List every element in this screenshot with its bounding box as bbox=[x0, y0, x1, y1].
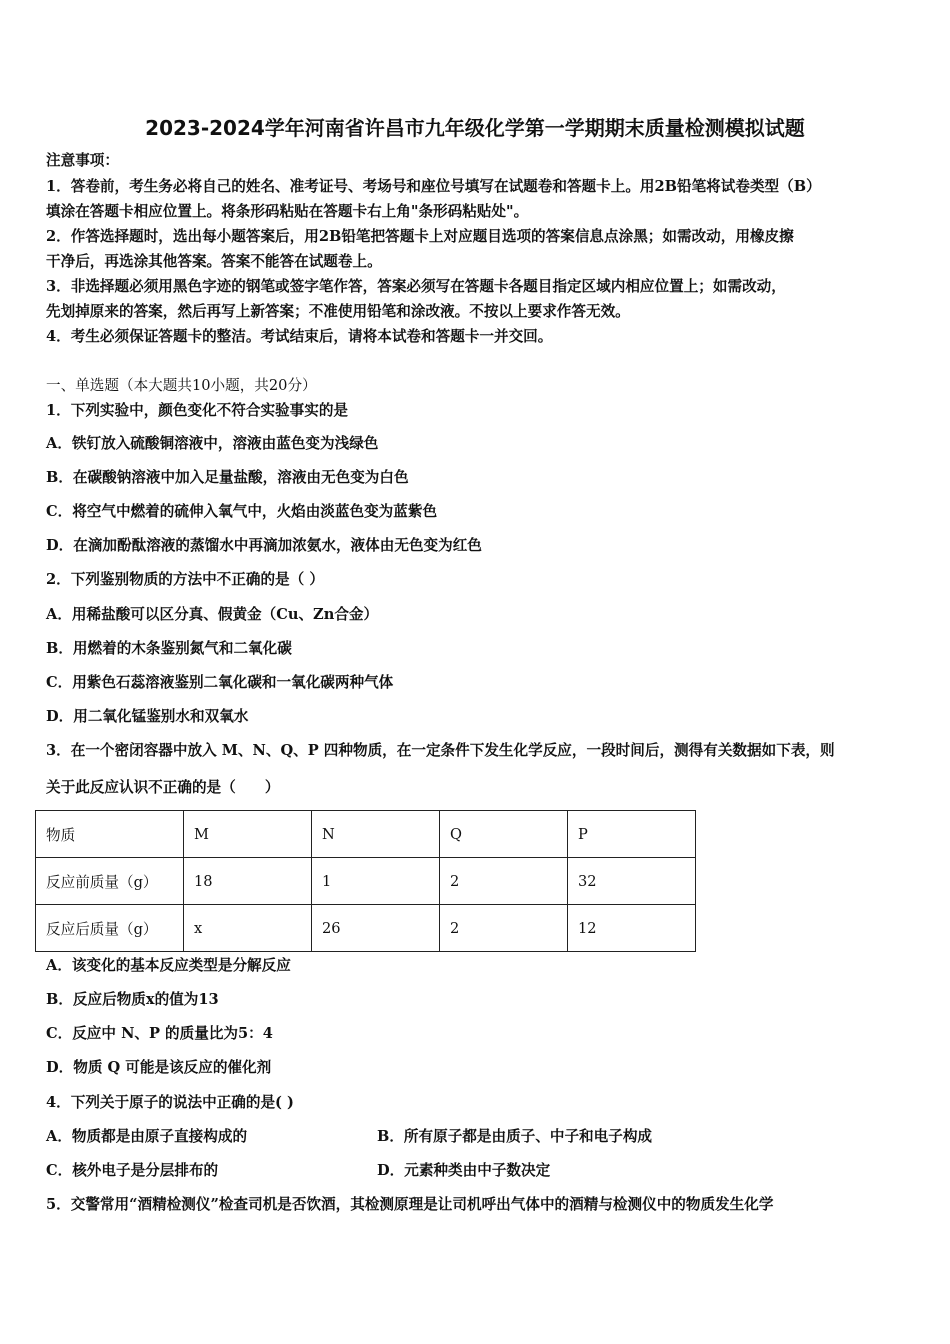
q3-option-d: D．物质 Q 可能是该反应的催化剂 bbox=[46, 1059, 272, 1076]
q2-option-d: D．用二氧化锰鉴别水和双氧水 bbox=[46, 708, 249, 725]
notice-line: 3．非选择题必须用黑色字迹的钢笔或签字笔作答，答案必须写在答题卡各题目指定区域内相应位置上；如需改动， bbox=[46, 278, 786, 295]
table-cell: P bbox=[568, 811, 696, 858]
q1-option-d: D．在滴加酚酞溶液的蒸馏水中再滴加浓氨水，液体由无色变为红色 bbox=[46, 537, 482, 554]
table-cell: M bbox=[184, 811, 312, 858]
q2-option-a: A．用稀盐酸可以区分真、假黄金（Cu、Zn合金） bbox=[46, 606, 379, 623]
notice-line: 填涂在答题卡相应位置上。将条形码粘贴在答题卡右上角"条形码粘贴处"。 bbox=[46, 203, 529, 220]
q1-option-c: C．将空气中燃着的硫伸入氧气中，火焰由淡蓝色变为蓝紫色 bbox=[46, 503, 438, 520]
page-title: 2023-2024学年河南省许昌市九年级化学第一学期期末质量检测模拟试题 bbox=[145, 116, 805, 140]
table-cell: 2 bbox=[440, 858, 568, 905]
notice-line: 2．作答选择题时，选出每小题答案后，用2B铅笔把答题卡上对应题目选项的答案信息点涂黑；如需改动，用橡皮擦 bbox=[46, 228, 794, 245]
table-cell: 反应后质量（g） bbox=[36, 905, 184, 952]
q4-stem: 4．下列关于原子的说法中正确的是( ) bbox=[46, 1094, 294, 1111]
notice-line: 干净后，再选涂其他答案。答案不能答在试题卷上。 bbox=[46, 253, 382, 270]
q4-option-b: B．所有原子都是由质子、中子和电子构成 bbox=[377, 1128, 653, 1145]
table-cell: 18 bbox=[184, 858, 312, 905]
q1-option-a: A．铁钉放入硫酸铜溶液中，溶液由蓝色变为浅绿色 bbox=[46, 435, 379, 452]
table-cell: 反应前质量（g） bbox=[36, 858, 184, 905]
notice-line: 4．考生必须保证答题卡的整洁。考试结束后，请将本试卷和答题卡一并交回。 bbox=[46, 328, 553, 345]
table-cell: x bbox=[184, 905, 312, 952]
table-cell: 2 bbox=[440, 905, 568, 952]
q5-stem: 5．交警常用“酒精检测仪”检查司机是否饮酒，其检测原理是让司机呼出气体中的酒精与检测仪中的物质发生化学 bbox=[46, 1196, 774, 1213]
q3-option-b: B．反应后物质x的值为13 bbox=[46, 991, 219, 1008]
q1-option-b: B．在碳酸钠溶液中加入足量盐酸，溶液由无色变为白色 bbox=[46, 469, 409, 486]
q4-option-d: D．元素种类由中子数决定 bbox=[377, 1162, 551, 1179]
section-heading: 一、单选题（本大题共10小题，共20分） bbox=[46, 377, 317, 394]
q1-stem: 1．下列实验中，颜色变化不符合实验事实的是 bbox=[46, 402, 349, 419]
q3-option-a: A．该变化的基本反应类型是分解反应 bbox=[46, 957, 291, 974]
table-cell: 32 bbox=[568, 858, 696, 905]
notice-line: 1．答卷前，考生务必将自己的姓名、准考证号、考场号和座位号填写在试题卷和答题卡上。用2B铅笔将试卷类型（B） bbox=[46, 178, 821, 195]
q3-data-table bbox=[35, 810, 696, 952]
notice-heading: 注意事项： bbox=[46, 152, 119, 169]
q3-stem-line2: 关于此反应认识不正确的是（ ） bbox=[46, 779, 280, 796]
table-cell: Q bbox=[440, 811, 568, 858]
q4-option-a: A．物质都是由原子直接构成的 bbox=[46, 1128, 248, 1145]
table-row bbox=[36, 811, 696, 858]
table-row bbox=[36, 905, 696, 952]
q2-stem: 2．下列鉴别物质的方法中不正确的是（ ） bbox=[46, 571, 324, 588]
q4-option-c: C．核外电子是分层排布的 bbox=[46, 1162, 219, 1179]
table-cell: 26 bbox=[312, 905, 440, 952]
notice-line: 先划掉原来的答案，然后再写上新答案；不准使用铅笔和涂改液。不按以上要求作答无效。 bbox=[46, 303, 630, 320]
q2-option-b: B．用燃着的木条鉴别氮气和二氧化碳 bbox=[46, 640, 292, 657]
q2-option-c: C．用紫色石蕊溶液鉴别二氧化碳和一氧化碳两种气体 bbox=[46, 674, 394, 691]
table-cell: N bbox=[312, 811, 440, 858]
q3-option-c: C．反应中 N、P 的质量比为5：4 bbox=[46, 1025, 273, 1042]
table-cell: 1 bbox=[312, 858, 440, 905]
q3-stem-line1: 3．在一个密闭容器中放入 M、N、Q、P 四种物质，在一定条件下发生化学反应，一段时间后，测得有关数据如下表，则 bbox=[46, 742, 835, 759]
table-cell: 物质 bbox=[36, 811, 184, 858]
table-row bbox=[36, 858, 696, 905]
table-cell: 12 bbox=[568, 905, 696, 952]
